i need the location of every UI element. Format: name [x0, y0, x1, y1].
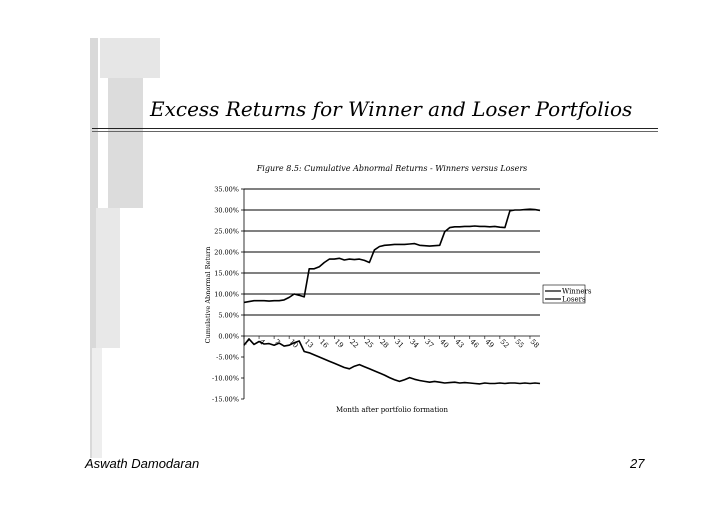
- x-tick-label: 16: [317, 337, 330, 350]
- slide-title: Excess Returns for Winner and Loser Portfolios: [150, 97, 633, 121]
- x-tick-label: 25: [362, 337, 375, 350]
- x-tick-label: 58: [528, 337, 541, 350]
- x-tick-label: 52: [498, 337, 511, 350]
- x-tick-label: 13: [302, 337, 315, 350]
- y-tick-label: 25.00%: [214, 227, 239, 236]
- x-tick-label: 37: [423, 337, 436, 350]
- x-tick-label: 46: [468, 337, 481, 350]
- x-tick-label: 19: [332, 337, 345, 350]
- gridlines: [244, 189, 540, 336]
- y-tick-label: -10.00%: [212, 374, 239, 383]
- legend-label: Winners: [562, 287, 592, 296]
- y-tick-label: 30.00%: [214, 206, 239, 215]
- x-tick-label: 4: [257, 337, 267, 347]
- y-tick-label: 10.00%: [214, 290, 239, 299]
- series-lines: [244, 209, 540, 384]
- page-number: 27: [630, 456, 645, 471]
- x-tick-label: 28: [378, 337, 391, 350]
- y-axis-label: Cumulative Abnormal Return: [204, 246, 212, 344]
- y-tick-label: 20.00%: [214, 248, 239, 257]
- footer-author: Aswath Damodaran: [85, 456, 200, 471]
- y-tick-label: 5.00%: [218, 311, 239, 320]
- y-tick-label: 0.00%: [218, 332, 239, 341]
- y-tick-label: 15.00%: [214, 269, 239, 278]
- x-tick-label: 49: [483, 337, 496, 350]
- x-tick-label: 22: [347, 337, 360, 350]
- x-tick-label: 40: [438, 337, 451, 350]
- x-tick-label: 34: [408, 337, 421, 350]
- x-tick-label: 10: [287, 337, 300, 350]
- chart-title: Figure 8.5: Cumulative Abnormal Returns - Winners versus Losers: [256, 164, 528, 173]
- legend-label: Losers: [562, 295, 586, 304]
- x-tick-label: 7: [272, 337, 282, 347]
- x-tick-label: 1: [242, 337, 252, 347]
- series-line-losers: [244, 339, 540, 384]
- y-tick-label: -5.00%: [216, 353, 239, 362]
- x-tick-label: 43: [453, 337, 466, 350]
- legend: [543, 285, 592, 304]
- x-tick-label: 31: [393, 337, 406, 350]
- y-axis-ticks: [212, 186, 244, 404]
- x-axis-label: Month after portfolio formation: [335, 406, 449, 414]
- series-line-winners: [244, 209, 540, 302]
- y-tick-label: 35.00%: [214, 185, 239, 194]
- y-tick-label: -15.00%: [212, 395, 239, 404]
- x-axis-ticks: [243, 336, 541, 350]
- x-tick-label: 55: [513, 337, 526, 350]
